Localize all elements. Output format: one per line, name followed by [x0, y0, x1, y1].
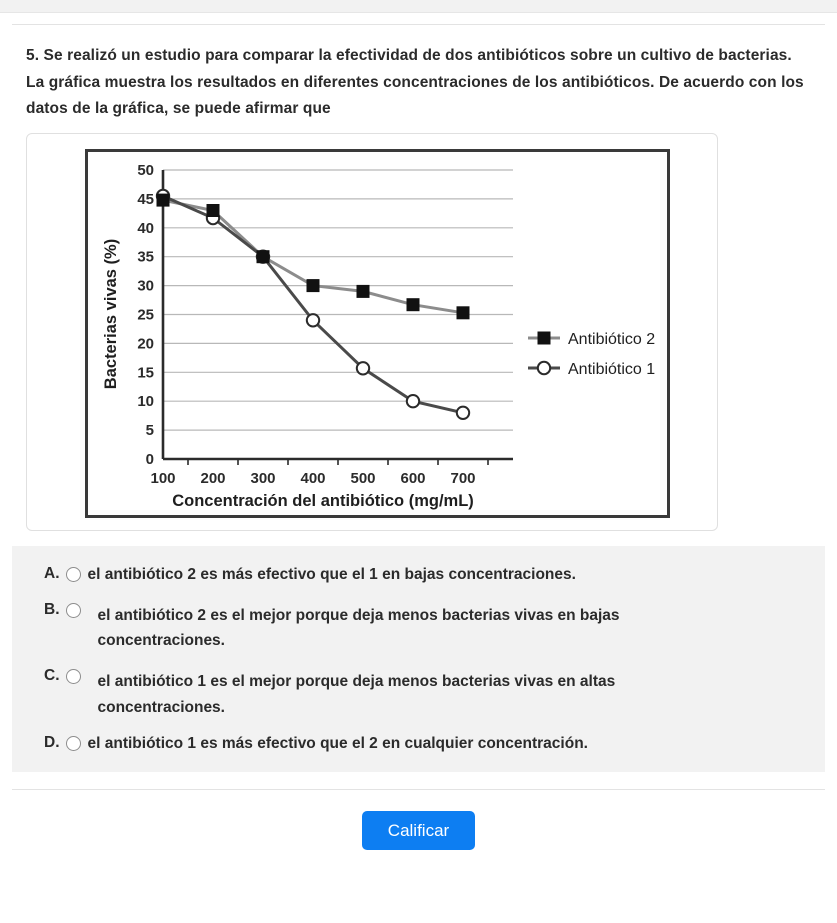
chart-y-axis-title: Bacterias vivas (%) — [102, 238, 120, 390]
footer — [0, 790, 837, 850]
svg-text:25: 25 — [137, 306, 154, 324]
svg-text:100: 100 — [150, 469, 176, 487]
option-c-body — [81, 664, 796, 720]
option-a-label: el antibiótico 2 es más efectivo que el 1 en bajas concentraciones. — [87, 565, 576, 583]
svg-text:15: 15 — [137, 364, 154, 382]
option-b-body — [81, 598, 796, 654]
grade-button[interactable]: Calificar — [362, 811, 475, 850]
svg-text:700: 700 — [450, 469, 476, 487]
option-b-letter: B. — [44, 600, 60, 618]
chart-image-frame — [85, 149, 670, 518]
svg-text:300: 300 — [250, 469, 276, 487]
option-d-letter: D. — [44, 733, 60, 751]
svg-text:0: 0 — [145, 450, 154, 468]
svg-text:500: 500 — [350, 469, 376, 487]
option-c-radio[interactable] — [66, 669, 81, 684]
option-c-label: el antibiótico 1 es el mejor porque deja menos bacterias vivas en altas concentraciones. — [97, 673, 616, 716]
svg-text:600: 600 — [400, 469, 426, 487]
option-b-label: el antibiótico 2 es el mejor porque deja menos bacterias vivas en bajas concentraciones. — [97, 606, 620, 650]
svg-text:200: 200 — [200, 469, 226, 487]
legend-label-antibiotico-1: Antibiótico 1 — [568, 360, 656, 378]
question-block — [0, 25, 837, 123]
option-d[interactable] — [12, 731, 825, 757]
answer-options-panel — [12, 546, 825, 772]
svg-text:10: 10 — [137, 393, 154, 411]
option-a[interactable] — [12, 562, 825, 588]
svg-text:5: 5 — [145, 422, 154, 440]
option-d-radio[interactable] — [66, 736, 81, 751]
option-a-letter: A. — [44, 564, 60, 582]
option-c[interactable] — [12, 664, 825, 720]
legend-label-antibiotico-2: Antibiótico 2 — [568, 330, 656, 348]
line-chart — [88, 152, 667, 515]
option-d-body — [88, 731, 588, 757]
svg-text:35: 35 — [137, 248, 154, 266]
top-panel-strip — [0, 0, 837, 13]
svg-text:50: 50 — [137, 161, 154, 179]
option-b[interactable] — [12, 598, 825, 654]
option-a-body — [88, 562, 576, 588]
option-c-letter: C. — [44, 667, 60, 685]
svg-text:40: 40 — [137, 219, 154, 237]
figure-container — [26, 133, 718, 531]
chart-x-axis-title: Concentración del antibiótico (mg/mL) — [172, 491, 474, 510]
option-a-radio[interactable] — [66, 567, 81, 582]
svg-text:400: 400 — [300, 469, 326, 487]
option-d-label: el antibiótico 1 es más efectivo que el 2 en cualquier concentración. — [87, 734, 588, 752]
svg-text:45: 45 — [137, 190, 154, 208]
question-text: 5. Se realizó un estudio para comparar la efectividad de dos antibióticos sobre un cultivo de bacterias. La gráfica muestra los resultados en diferentes concentraciones de los antibióticos. De acuerdo con los datos de la gráfica, se puede afirmar que — [26, 47, 804, 118]
svg-text:30: 30 — [137, 277, 154, 295]
svg-text:20: 20 — [137, 335, 154, 353]
option-b-radio[interactable] — [66, 603, 81, 618]
